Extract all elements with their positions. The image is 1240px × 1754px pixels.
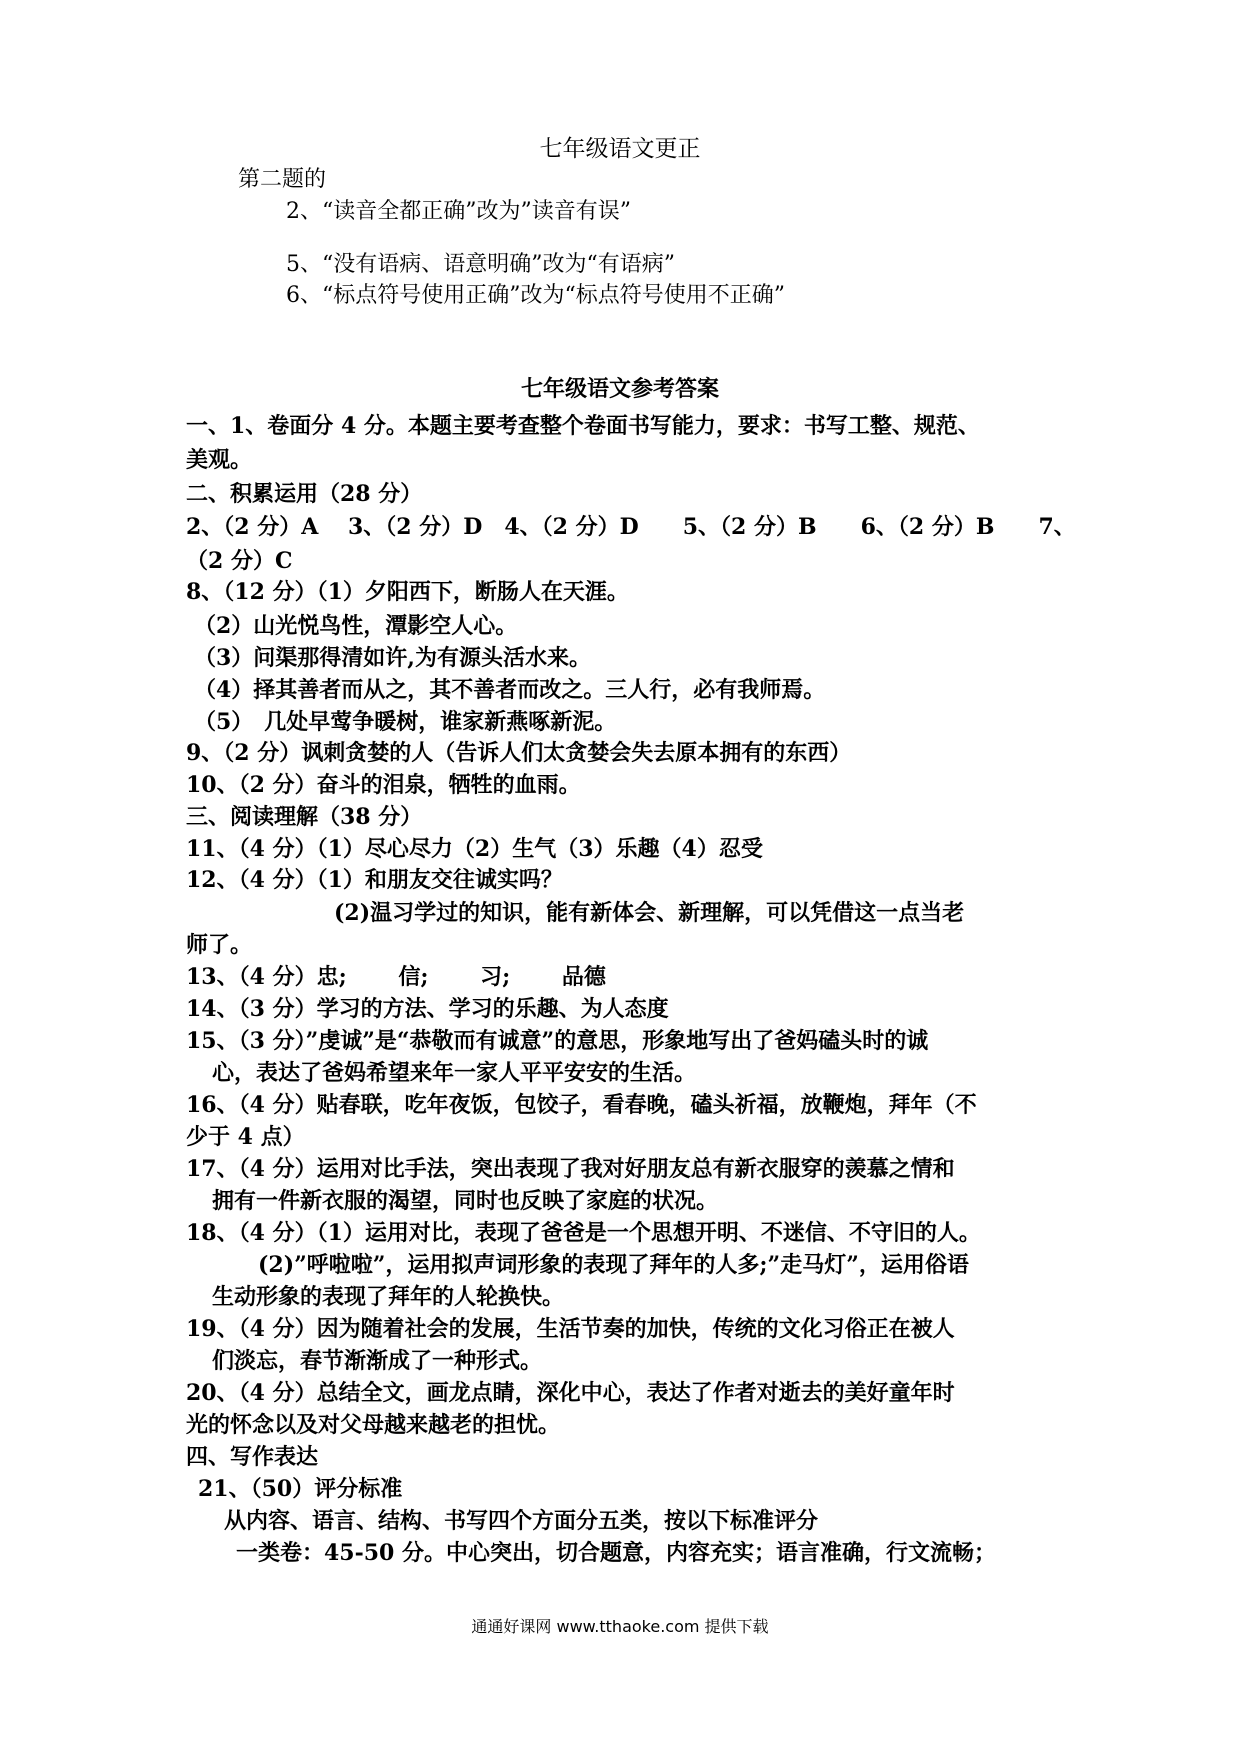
answer-line: 20、（4 分）总结全文，画龙点睛，深化中心，表达了作者对逝去的美好童年时 [186, 1380, 955, 1406]
answer-line: 少于 4 点） [186, 1124, 305, 1150]
answer-line: 美观。 [186, 447, 253, 473]
correction-intro: 第二题的 [238, 167, 327, 192]
correction-item: 5、“没有语病、语意明确”改为“有语病” [286, 252, 675, 277]
answer-line: 9、（2 分）讽刺贪婪的人（告诉人们太贪婪会失去原本拥有的东西） [186, 740, 852, 766]
answer-line: 17、（4 分）运用对比手法，突出表现了我对好朋友总有新衣服穿的羡慕之情和 [186, 1156, 955, 1182]
answer-line: （5） 几处早莺争暖树，谁家新燕啄新泥。 [194, 709, 617, 735]
answer-line: 12、（4 分）（1）和朋友交往诚实吗？ [186, 867, 563, 893]
answer-line: 2、（2 分）A 3、（2 分）D 4、（2 分）D 5、（2 分）B 6、（2 分）B 7、 [186, 514, 1076, 540]
answer-line: 师了。 [186, 932, 253, 958]
answer-line: 8、（12 分）（1）夕阳西下，断肠人在天涯。 [186, 579, 629, 605]
answer-line: (2)”呼啦啦”，运用拟声词形象的表现了拜年的人多;”走马灯”，运用俗语 [258, 1252, 969, 1278]
answer-line: （2）山光悦鸟性，潭影空人心。 [194, 613, 518, 639]
answer-line: 心，表达了爸妈希望来年一家人平平安安的生活。 [212, 1060, 697, 1086]
answer-line: 19、（4 分）因为随着社会的发展，生活节奏的加快，传统的文化习俗正在被人 [186, 1316, 955, 1342]
answer-line: 21、（50）评分标准 [198, 1476, 403, 1502]
correction-item: 6、“标点符号使用正确”改为“标点符号使用不正确” [286, 283, 785, 308]
page-footer: 通通好课网 www.tthaoke.com 提供下载 [471, 1617, 769, 1636]
answer-line: 13、（4 分）忠; 信; 习; 品德 [186, 964, 606, 990]
answer-line: 11、（4 分）（1）尽心尽力（2）生气（3）乐趣（4）忍受 [186, 836, 763, 862]
section-heading: 二、积累运用（28 分） [186, 481, 423, 507]
answer-line: 18、（4 分）（1）运用对比，表现了爸爸是一个思想开明、不迷信、不守旧的人。 [186, 1220, 981, 1246]
section-heading: 四、写作表达 [186, 1444, 319, 1470]
answer-line: 一、1、卷面分 4 分。本题主要考查整个卷面书写能力，要求：书写工整、规范、 [186, 413, 980, 439]
answer-line: （3）问渠那得清如许,为有源头活水来。 [194, 645, 591, 671]
answer-line: 16、（4 分）贴春联，吃年夜饭，包饺子，看春晚，磕头祈福，放鞭炮，拜年（不 [186, 1092, 977, 1118]
correction-item: 2、“读音全都正确”改为”读音有误” [286, 199, 631, 224]
answer-line: 从内容、语言、结构、书写四个方面分五类，按以下标准评分 [224, 1508, 819, 1534]
answer-line: 拥有一件新衣服的渴望，同时也反映了家庭的状况。 [212, 1188, 719, 1214]
section-heading: 三、阅读理解（38 分） [186, 804, 423, 830]
answer-line: 光的怀念以及对父母越来越老的担忧。 [186, 1412, 561, 1438]
answer-line: 一类卷：45-50 分。中心突出，切合题意，内容充实；语言准确，行文流畅； [236, 1540, 997, 1566]
answer-line: 15、（3 分）”虔诚”是“恭敬而有诚意”的意思，形象地写出了爸妈磕头时的诚 [186, 1028, 929, 1054]
answer-line: （4）择其善者而从之，其不善者而改之。三人行，必有我师焉。 [194, 677, 826, 703]
correction-title: 七年级语文更正 [539, 136, 701, 162]
answers-title: 七年级语文参考答案 [520, 376, 719, 402]
answer-line: (2)温习学过的知识，能有新体会、新理解，可以凭借这一点当老 [334, 900, 965, 926]
answer-line: 10、（2 分）奋斗的泪泉，牺牲的血雨。 [186, 772, 581, 798]
answer-line: 们淡忘，春节渐渐成了一种形式。 [212, 1348, 543, 1374]
answer-line: 14、（3 分）学习的方法、学习的乐趣、为人态度 [186, 996, 669, 1022]
answer-line: （2 分）C [186, 548, 293, 574]
answer-line: 生动形象的表现了拜年的人轮换快。 [212, 1284, 565, 1310]
